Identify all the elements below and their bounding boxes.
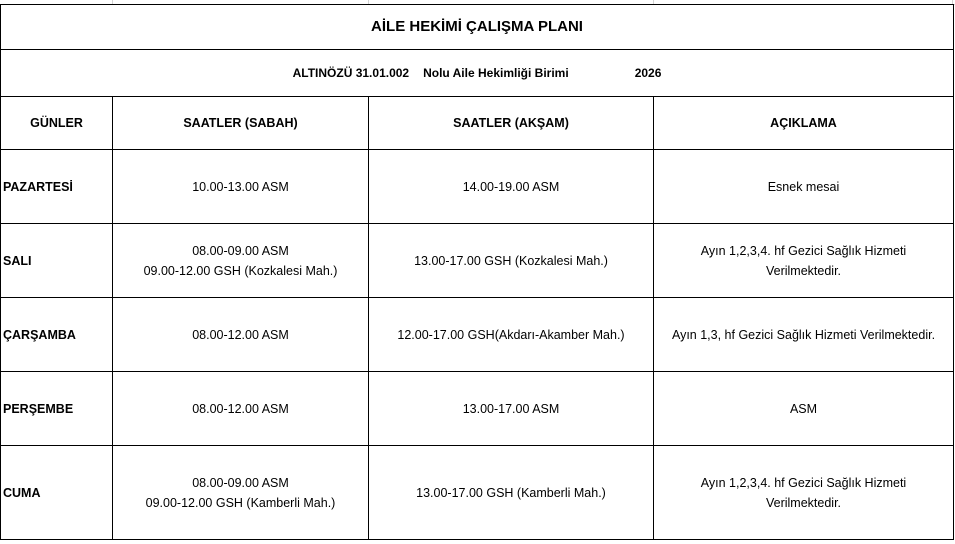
table-row [1,224,954,298]
evening-hours-cell[interactable] [369,372,654,446]
description-cell[interactable] [654,372,954,446]
morning-hours-cell-line: 08.00-12.00 ASM [192,327,289,342]
table-title[interactable]: AİLE HEKİMİ ÇALIŞMA PLANI [1,5,954,50]
evening-hours-cell-line: 13.00-17.00 GSH (Kozkalesi Mah.) [414,253,608,268]
morning-hours-cell-line: 09.00-12.00 GSH (Kamberli Mah.) [145,495,336,510]
description-cell-line: Verilmektedir. [765,263,842,278]
morning-hours-cell-line: 09.00-12.00 GSH (Kozkalesi Mah.) [143,263,338,278]
header-description[interactable]: AÇIKLAMA [654,97,954,150]
unit-code: ALTINÖZÜ 31.01.002 [292,66,410,80]
description-cell-line: Ayın 1,3, hf Gezici Sağlık Hizmeti Verilmektedir. [671,327,936,342]
description-cell-line: Ayın 1,2,3,4. hf Gezici Sağlık Hizmeti [700,243,907,258]
evening-hours-cell[interactable] [369,150,654,224]
description-cell-line: Verilmektedir. [765,495,842,510]
table-row [1,372,954,446]
unit-info[interactable] [1,50,954,97]
description-cell[interactable] [654,298,954,372]
evening-hours-cell-line: 12.00-17.00 GSH(Akdarı-Akamber Mah.) [397,327,625,342]
table-row [1,298,954,372]
day-cell[interactable]: CUMA [1,446,113,540]
morning-hours-cell[interactable] [113,298,369,372]
morning-hours-cell-line: 08.00-12.00 ASM [192,401,289,416]
evening-hours-cell[interactable] [369,446,654,540]
evening-hours-cell[interactable] [369,224,654,298]
day-cell[interactable]: ÇARŞAMBA [1,298,113,372]
morning-hours-cell[interactable] [113,150,369,224]
day-cell[interactable]: SALI [1,224,113,298]
description-cell[interactable] [654,446,954,540]
table-row [1,150,954,224]
evening-hours-cell[interactable] [369,298,654,372]
plan-year: 2026 [634,66,662,80]
work-plan-table [0,4,954,540]
table-row [1,446,954,540]
day-cell[interactable]: PERŞEMBE [1,372,113,446]
description-cell[interactable] [654,224,954,298]
morning-hours-cell-line: 08.00-09.00 ASM [192,475,289,490]
description-cell-line: Esnek mesai [767,179,840,194]
description-cell-line: ASM [789,401,818,416]
header-morning-hours[interactable]: SAATLER (SABAH) [113,97,369,150]
evening-hours-cell-line: 13.00-17.00 GSH (Kamberli Mah.) [416,485,606,500]
evening-hours-cell-line: 13.00-17.00 ASM [462,401,560,416]
header-evening-hours[interactable]: SAATLER (AKŞAM) [369,97,654,150]
unit-name: Nolu Aile Hekimliği Birimi [423,66,569,80]
description-cell[interactable] [654,150,954,224]
header-days[interactable]: GÜNLER [1,97,113,150]
description-cell-line: Ayın 1,2,3,4. hf Gezici Sağlık Hizmeti [700,475,907,490]
morning-hours-cell-line: 08.00-09.00 ASM [192,243,289,258]
morning-hours-cell[interactable] [113,372,369,446]
morning-hours-cell[interactable] [113,224,369,298]
day-cell[interactable]: PAZARTESİ [1,150,113,224]
morning-hours-cell-line: 10.00-13.00 ASM [192,179,289,194]
morning-hours-cell[interactable] [113,446,369,540]
evening-hours-cell-line: 14.00-19.00 ASM [462,179,560,194]
